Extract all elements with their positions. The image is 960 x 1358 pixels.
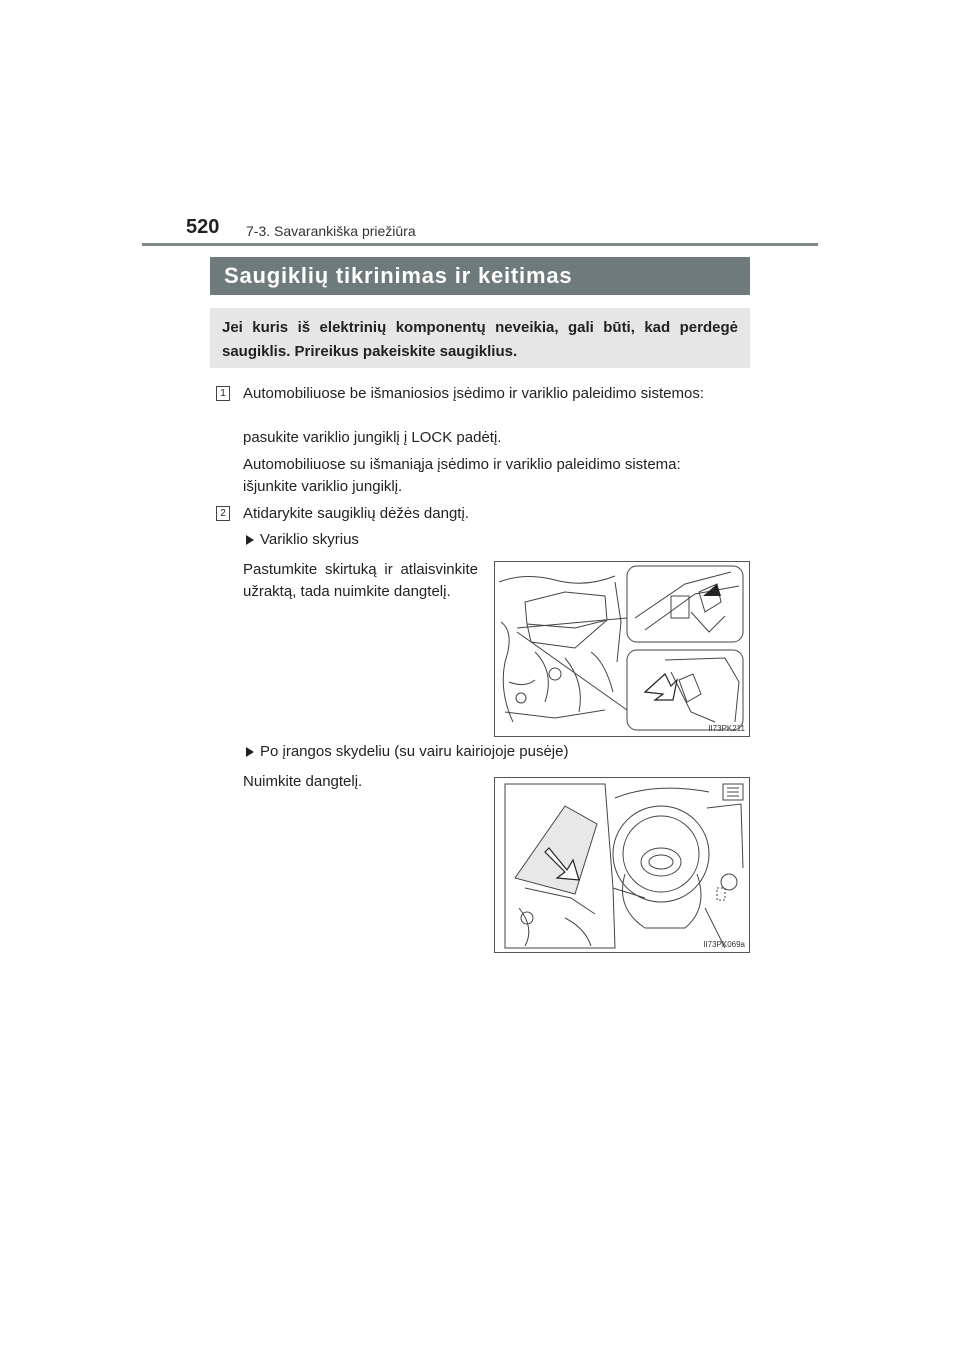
engine-compartment-illustration: [495, 562, 749, 736]
step-number-1: 1: [216, 386, 230, 401]
bullet-triangle-icon: [246, 535, 254, 545]
subsection-2-text: Nuimkite dangtelį.: [243, 773, 363, 790]
engine-fuse-box-figure: [494, 561, 750, 737]
step-1-paragraph-a: Automobiliuose be išmaniosios įsėdimo ir variklio paleidimo sistemos:: [243, 385, 705, 402]
intro-text: Jei kuris iš elektrinių komponentų neveikia, gali būti, kad perdegė saugiklis. Prireikus pakeiskite saugiklius.: [222, 319, 738, 360]
subsection-2-heading: Po įrangos skydeliu (su vairu kairiojoje pusėje): [260, 743, 569, 760]
subsection-1-text: Pastumkite skirtuką ir atlaisvinkite užraktą, tada nuimkite dangtelį.: [243, 561, 478, 600]
step-1-paragraph-b: Automobiliuose su išmaniąja įsėdimo ir variklio paleidimo sistema:: [243, 456, 681, 473]
figure-1-code: II73PK211: [708, 724, 745, 733]
step-number-2: 2: [216, 506, 230, 521]
page-number: 520: [186, 216, 220, 238]
subsection-1-heading: Variklio skyrius: [260, 531, 359, 548]
step-1-paragraph-b2: išjunkite variklio jungiklį.: [243, 478, 403, 495]
header-rule: [142, 243, 818, 246]
bullet-triangle-icon: [246, 747, 254, 757]
page-title: Saugiklių tikrinimas ir keitimas: [224, 263, 573, 288]
dashboard-fuse-box-figure: [494, 777, 750, 953]
dashboard-illustration: [495, 778, 749, 952]
title-bar: [210, 257, 750, 295]
step-1-paragraph-a2: pasukite variklio jungiklį į LOCK padėtį.: [243, 429, 502, 446]
section-title: 7-3. Savarankiška priežiūra: [246, 223, 416, 239]
step-2-text: Atidarykite saugiklių dėžės dangtį.: [243, 505, 469, 522]
intro-box: [210, 308, 750, 368]
figure-2-code: II73PK069a: [703, 940, 745, 949]
